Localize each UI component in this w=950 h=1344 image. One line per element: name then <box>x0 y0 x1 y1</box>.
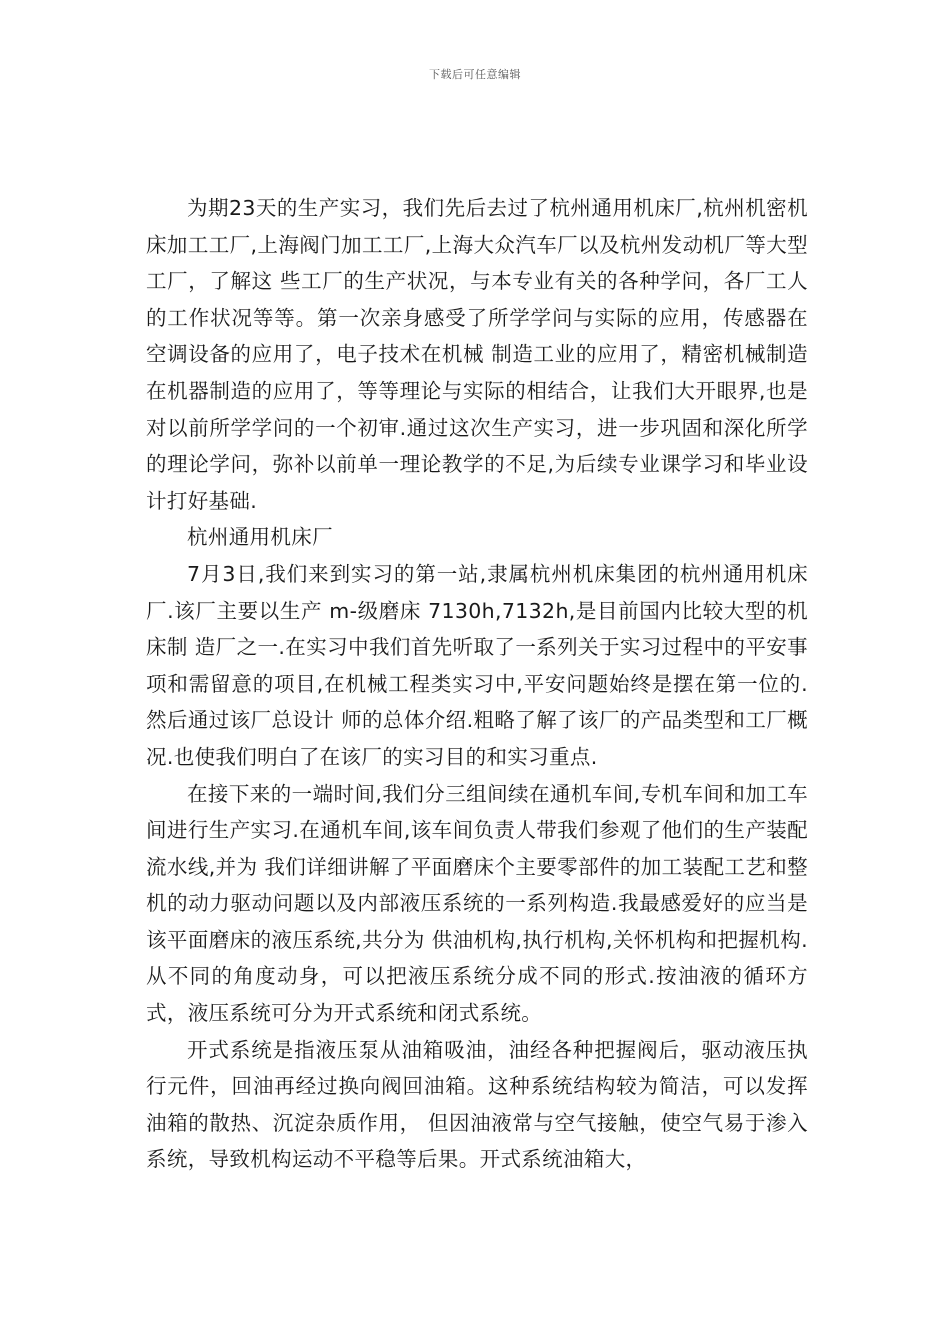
document-body <box>146 190 808 1178</box>
paragraph-first-station: 7月3日,我们来到实习的第一站,隶属杭州机床集团的杭州通用机床厂.该厂主要以生产 m-级磨床 7130h,7132h,是目前国内比较大型的机床制 造厂之一.在实习中我们首先听取了一系列关于实习过程中的平安事项和需留意的项目,在机械工程类实习中,平安问题始终是摆在第一位的.然后通过该厂总设计 师的总体介绍.粗略了解了该厂的产品类型和工厂概况.也使我们明白了在该厂的实习目的和实习重点. <box>146 561 808 769</box>
paragraph-open-system: 开式系统是指液压泵从油箱吸油，油经各种把握阀后，驱动液压执行元件，回油再经过换向阀回油箱。这种系统结构较为简洁，可以发挥油箱的散热、沉淀杂质作用， 但因油液常与空气接触，使空气易于渗入系统，导致机构运动不平稳等后果。开式系统油箱大， <box>146 1037 808 1172</box>
paragraph-intro: 为期23天的生产实习，我们先后去过了杭州通用机床厂,杭州机密机床加工工厂,上海阀门加工工厂,上海大众汽车厂以及杭州发动机厂等大型工厂，了解这 些工厂的生产状况，与本专业有关的各种学问，各厂工人的工作状况等等。第一次亲身感受了所学学问与实际的应用，传感器在空调设备的应用了，电子技术在机械 制造工业的应用了，精密机械制造在机器制造的应用了，等等理论与实际的相结合，让我们大开眼界,也是对以前所学学问的一个初审.通过这次生产实习，进一步巩固和深化所学的理论学问，弥补以前单一理论教学的不足,为后续专业课学习和毕业设计打好基础. <box>146 196 808 513</box>
header-note: 下载后可任意编辑 <box>429 68 521 81</box>
section-heading: 杭州通用机床厂 <box>187 525 333 550</box>
paragraph-workshops: 在接下来的一端时间,我们分三组间续在通机车间,专机车间和加工车间进行生产实习.在通机车间,该车间负责人带我们参观了他们的生产装配流水线,并为 我们详细讲解了平面磨床个主要零部件的加工装配工艺和整机的动力驱动问题以及内部液压系统的一系列构造.我最感爱好的应当是该平面磨床的液压系统,共分为 供油机构,执行机构,关怀机构和把握机构.从不同的角度动身，可以把液压系统分成不同的形式.按油液的循环方式，液压系统可分为开式系统和闭式系统。 <box>146 781 808 1026</box>
